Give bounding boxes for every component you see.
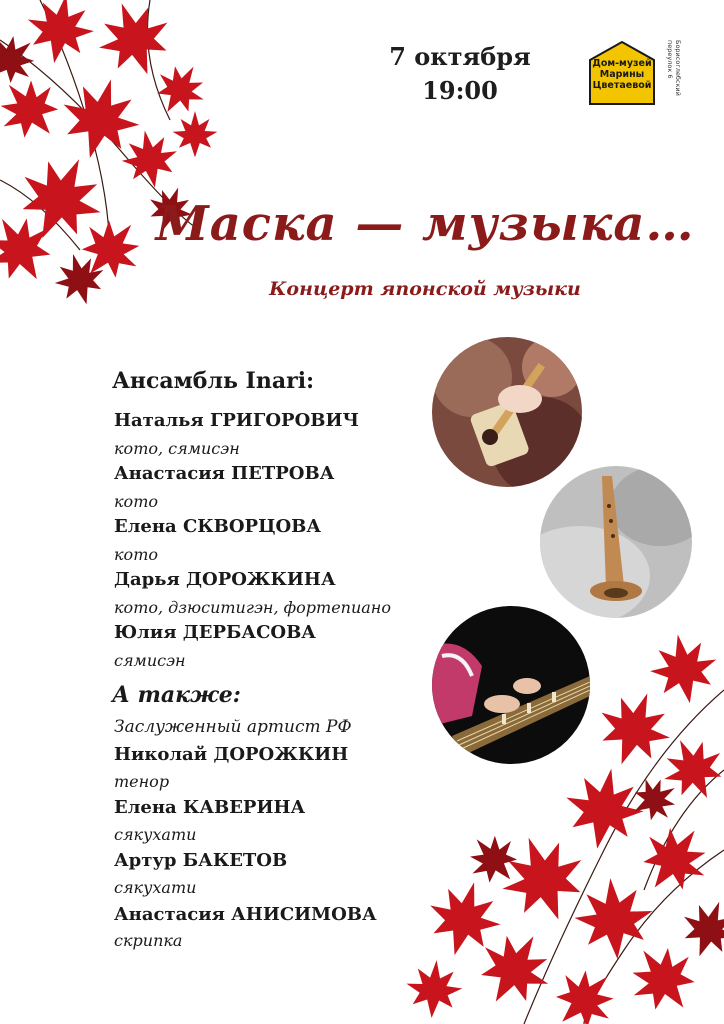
- performer-role: кото: [114, 545, 158, 564]
- logo-line-2: Марины: [599, 69, 645, 80]
- photo-shamisen: [432, 337, 582, 487]
- museum-logo: [588, 40, 656, 106]
- event-date-time: [360, 40, 560, 108]
- maple-leaves-top-left: [0, 0, 230, 310]
- shakuhachi-photo-icon: [540, 466, 692, 618]
- guest-name: Николай ДОРОЖКИН: [114, 744, 349, 765]
- museum-address: [662, 40, 682, 112]
- performer-name: Анастасия ПЕТРОВА: [114, 463, 335, 484]
- poster-title: Маска — музыка…: [155, 196, 695, 252]
- logo-text: [588, 58, 656, 91]
- shamisen-photo-icon: [432, 337, 582, 487]
- koto-photo-icon: [432, 606, 590, 764]
- performer-role: сямисэн: [114, 651, 186, 670]
- guest-role: сякухати: [114, 825, 197, 844]
- performer-name: Юлия ДЕРБАСОВА: [114, 622, 316, 643]
- address-line-1: Борисоглебский: [674, 40, 682, 96]
- performer-role: кото, сямисэн: [114, 439, 240, 458]
- logo-line-3: Цветаевой: [592, 80, 652, 91]
- guest-role: сякухати: [114, 878, 197, 897]
- guest-role: тенор: [114, 772, 170, 791]
- performer-name: Наталья ГРИГОРОВИЧ: [114, 410, 359, 431]
- photo-koto: [432, 606, 590, 764]
- event-time: 19:00: [422, 76, 498, 105]
- guest-name: Елена КАВЕРИНА: [114, 797, 306, 818]
- performer-name: Дарья ДОРОЖКИНА: [114, 569, 336, 590]
- performer-role: кото, дзюситигэн, фортепиано: [114, 598, 391, 617]
- performer-role: кото: [114, 492, 158, 511]
- photo-shakuhachi: [540, 466, 692, 618]
- address-line-2: переулок 6: [666, 40, 674, 79]
- guest-name: Артур БАКЕТОВ: [114, 850, 288, 871]
- guest-honorary-title: Заслуженный артист РФ: [114, 717, 352, 737]
- guest-name: Анастасия АНИСИМОВА: [114, 904, 377, 925]
- event-date: 7 октября: [389, 42, 531, 71]
- guest-role: скрипка: [114, 931, 183, 950]
- ensemble-heading: Ансамбль Inari:: [112, 368, 315, 394]
- poster-subtitle: Концерт японской музыки: [269, 278, 581, 300]
- logo-line-1: Дом-музей: [592, 58, 652, 69]
- guests-heading: А также:: [112, 682, 241, 708]
- performer-name: Елена СКВОРЦОВА: [114, 516, 322, 537]
